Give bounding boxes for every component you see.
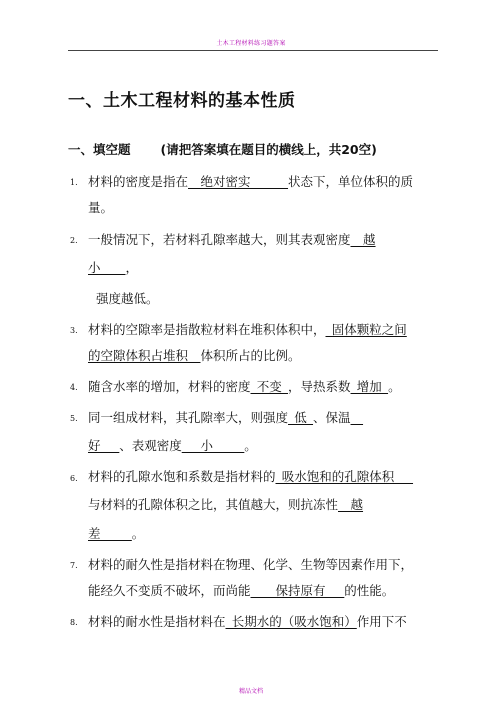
document-title: 一、土木工程材料的基本性质 bbox=[68, 91, 296, 111]
answer-blank: 好___ bbox=[88, 438, 120, 453]
question-line bbox=[88, 320, 407, 338]
page-footer-text: 精品文档 bbox=[238, 688, 263, 695]
text-segment: 材料的耐久性是指材料在物理、化学、生物等因素作用下， bbox=[88, 557, 414, 572]
question-line bbox=[88, 230, 376, 248]
answer-blank: ____保持原有___ bbox=[250, 583, 345, 598]
text-segment: 能经久不变质不破坏，而尚能 bbox=[88, 583, 251, 598]
text-segment: 的性能。 bbox=[344, 583, 395, 598]
question-line bbox=[96, 289, 159, 307]
text-segment: 。 bbox=[131, 526, 145, 541]
answer-blank: _固体颗粒之间 bbox=[325, 322, 407, 337]
section-label: 一、填空题 bbox=[68, 142, 131, 157]
question-line bbox=[88, 436, 257, 454]
text-segment: 材料的空隙率是指散粒材料在堆积体积中， bbox=[88, 322, 326, 337]
text-segment: 。 bbox=[388, 379, 401, 394]
answer-blank: 差_____ bbox=[88, 526, 132, 541]
answer-blank: __绝对密实______ bbox=[188, 174, 289, 189]
text-segment: 、保温 bbox=[313, 410, 351, 425]
question-number: 6. bbox=[70, 474, 78, 483]
text-segment: ， bbox=[125, 260, 139, 275]
answer-blank: 的空隙体积占堆积__ bbox=[88, 348, 201, 363]
text-segment: 状态下，单位体积的质 bbox=[288, 174, 414, 189]
question-line bbox=[88, 172, 413, 190]
text-segment: 随含水率的增加，材料的密度 bbox=[88, 379, 251, 394]
text-segment: 体积所占的比例。 bbox=[200, 348, 301, 363]
text-segment: 材料的孔隙水饱和系数是指材料的 bbox=[88, 469, 276, 484]
answer-blank: __越 bbox=[350, 232, 376, 247]
question-number: 7. bbox=[70, 561, 78, 570]
question-line bbox=[88, 258, 138, 276]
answer-blank: _长期水的（吸水饱和） bbox=[225, 614, 357, 629]
text-segment: 强度越低。 bbox=[96, 291, 159, 306]
question-line bbox=[88, 495, 363, 513]
answer-blank: ___小_____ bbox=[181, 438, 245, 453]
question-line bbox=[88, 377, 401, 395]
text-segment: 作用下不 bbox=[356, 614, 407, 629]
section-heading bbox=[68, 140, 377, 158]
text-segment: 与材料的孔隙体积之比，其值越大，则抗冻性 bbox=[88, 497, 339, 512]
answer-blank: _增加_ bbox=[350, 379, 389, 394]
question-number: 4. bbox=[70, 383, 78, 392]
text-segment: 同一组成材料，其孔隙率大，则强度 bbox=[88, 410, 289, 425]
text-segment: 、表观密度 bbox=[119, 438, 182, 453]
header-rule bbox=[68, 50, 438, 51]
answer-blank: _吸水饱和的孔隙体积___ bbox=[275, 469, 414, 484]
text-segment: 材料的密度是指在 bbox=[88, 174, 189, 189]
page-header-text: 土木工程材料练习题答案 bbox=[216, 40, 286, 47]
question-number: 1. bbox=[70, 178, 78, 187]
question-line bbox=[88, 524, 144, 542]
text-segment: 。 bbox=[244, 438, 257, 453]
text-segment: 量。 bbox=[88, 200, 114, 215]
question-number: 8. bbox=[70, 618, 78, 627]
answer-blank: _不变_ bbox=[250, 379, 289, 394]
question-line bbox=[88, 555, 413, 573]
question-number: 5. bbox=[70, 414, 78, 423]
question-number: 2. bbox=[70, 236, 78, 245]
question-line bbox=[88, 581, 394, 599]
text-segment: 一般情况下，若材料孔隙率越大，则其表观密度 bbox=[88, 232, 351, 247]
answer-blank: __ bbox=[350, 410, 364, 425]
answer-blank: __越 bbox=[338, 497, 364, 512]
answer-blank: _低_ bbox=[288, 410, 314, 425]
question-line bbox=[88, 408, 363, 426]
question-number: 3. bbox=[70, 326, 78, 335]
question-line bbox=[88, 467, 413, 485]
section-note: (请把答案填在题目的横线上，共20空) bbox=[160, 142, 377, 157]
question-line bbox=[88, 198, 113, 216]
question-line bbox=[88, 346, 301, 364]
answer-blank: 小____ bbox=[88, 260, 126, 275]
text-segment: ，导热系数 bbox=[288, 379, 351, 394]
question-line bbox=[88, 612, 407, 630]
text-segment: 材料的耐水性是指材料在 bbox=[88, 614, 226, 629]
